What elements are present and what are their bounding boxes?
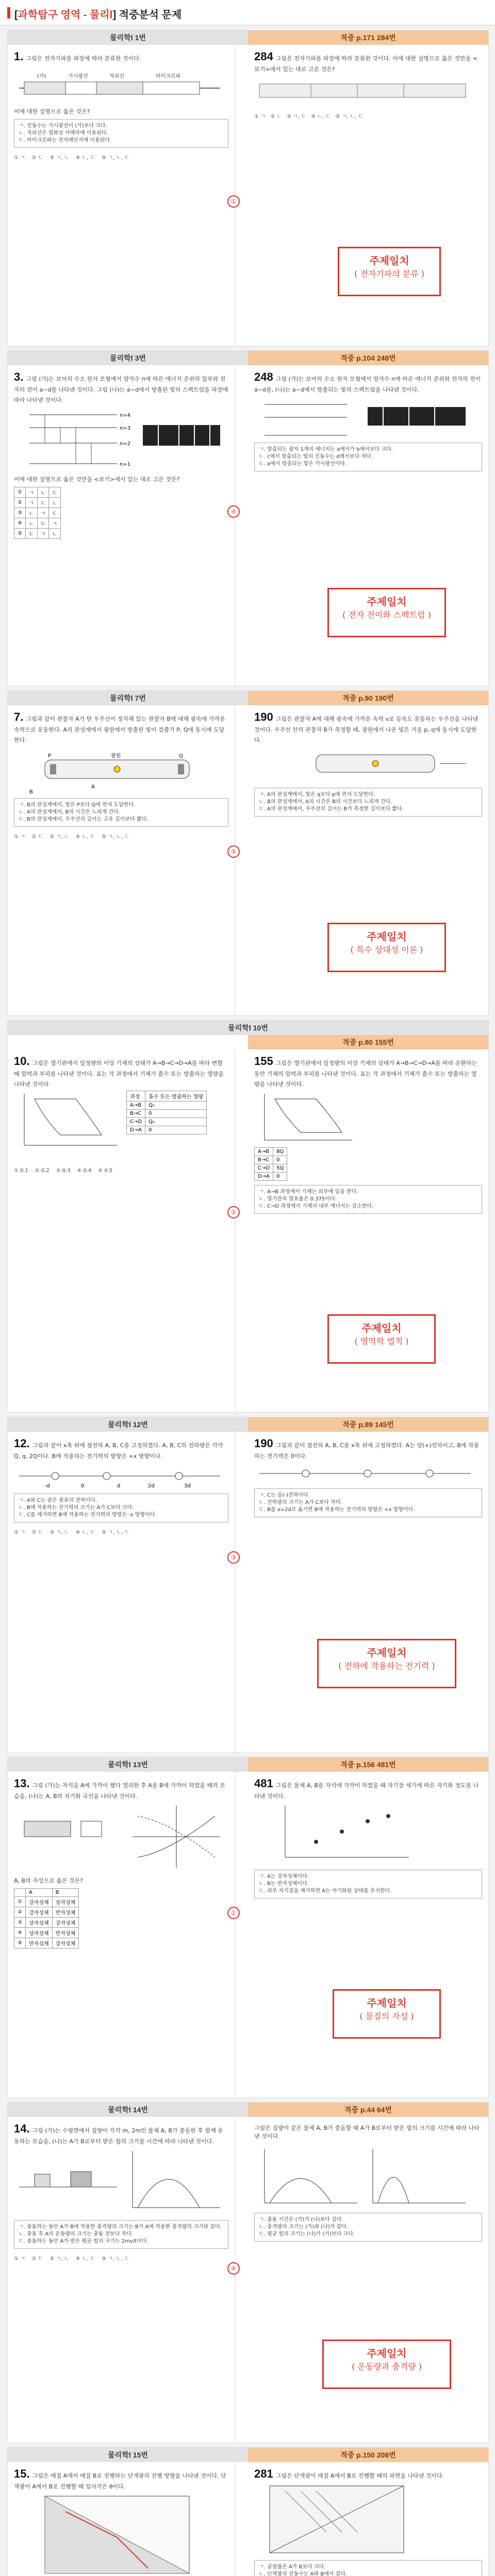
choice: ③ ㄱ, ㄴ [50, 155, 69, 161]
topic-match-stamp [327, 923, 446, 972]
options-box [254, 1488, 482, 1517]
workbook-question-number: 284 [254, 50, 273, 63]
level-label: n=3 [120, 426, 131, 431]
table-cell: Q₂ [145, 1118, 207, 1126]
option-item: ㄴ. 적외선은 열화상 카메라에 이용된다. [19, 130, 108, 136]
topic-match-stamp [338, 247, 441, 296]
option-item: ㄷ. a에서 방출되는 빛은 가시광선이다. [259, 461, 347, 467]
workbook-question-number: 281 [254, 2467, 273, 2480]
option-item: ㄴ. 충돌 후 A의 운동량의 크기는 충돌 전보다 작다. [19, 2231, 134, 2237]
answer-circle-mark: ① [227, 1907, 240, 1919]
option-item: ㄴ. 열기관의 열효율은 0.375이다. [259, 1196, 337, 1202]
option-item: ㄴ. 전하량의 크기는 A가 C보다 작다. [259, 1500, 342, 1505]
workbook-question-text: 그림은 관찰자 A에 대해 광속에 가까운 속력 v로 등속도 운동하는 우주선을 나타낸 것이다. 우주선 안의 관찰자 B가 측정할 때, 광원에서 나온 빛은 거울 p, q에 동시에 도달한다. [254, 716, 478, 743]
stamp-title: 주제일치 [369, 255, 409, 267]
workbook-question-column [248, 2462, 488, 2576]
topic-match-stamp [327, 588, 446, 637]
options-box [254, 2213, 482, 2242]
option-item: ㄷ. C→D 과정에서 기체의 내부 에너지는 감소한다. [259, 1204, 374, 1209]
options-box [254, 788, 482, 817]
stamp-title: 주제일치 [367, 1647, 407, 1659]
choice: ① 0.1 [14, 1168, 29, 1174]
exam-question-text: 그림은 매질 A에서 매질 B로 진행하는 단색광의 진행 방향을 나타낸 것이다. 단색광이 A에서 B로 진행할 때 입사각은 θ이다. [14, 2472, 226, 2490]
choice: ① ㄱ [14, 155, 25, 161]
topic-match-stamp [327, 1314, 436, 1364]
band-label: 마이크로파 [156, 74, 181, 79]
option-item: ㄱ. 충돌하는 동안 A가 B에 작용한 충격량의 크기는 B가 A에 작용한 충격량의 크기와 같다. [19, 2224, 222, 2230]
table-cell: B→C [255, 1156, 273, 1164]
workbook-question-column [248, 365, 488, 477]
answer-table: ① ㄱ ㄴ ㄷ ② ㄱ ㄷ ㄴ ③ ㄴ ㄱ ㄷ ④ ㄴ ㄷ ㄱ ⑤ ㄷ ㄱ ㄴ [14, 487, 61, 539]
section-left-head: 물리학Ⅰ 12번 [8, 1417, 248, 1432]
choice: ④ ㄴ, ㄷ [75, 1530, 95, 1535]
exam-question-number: 13. [14, 1777, 30, 1790]
options-box [14, 2220, 228, 2249]
answer-circle-mark: ④ [227, 505, 240, 518]
exam-question-ask: 이에 대한 설명으로 옳은 것은? [14, 108, 90, 115]
section-right-head: 적중 p.90 190번 [248, 691, 488, 705]
option-item: ㄱ. A는 강자성체이다. [259, 1874, 309, 1879]
answer-circle-mark: ② [227, 1206, 240, 1218]
workbook-question-text: 그림과 같이 점전하 A, B, C를 x축 위에 고정하였다. A는 양(+)전하이고, B에 작용하는 전기력은 0이다. [254, 1442, 480, 1460]
option-item: ㄷ. 외부 자기장을 제거하면 A는 자기화된 상태를 유지한다. [259, 1888, 392, 1894]
choice: ⑤ ㄱ, ㄴ, ㄷ [102, 2256, 129, 2262]
table-cell: D→A [255, 1173, 273, 1181]
stamp-topic: ( 전자 전이와 스펙트럼 ) [342, 610, 431, 620]
option-item: ㄱ. A의 관성계에서, 빛은 q보다 p에 먼저 도달한다. [259, 792, 375, 798]
exam-question-column [8, 2117, 235, 2267]
option-item: ㄷ. C를 제거하면 B에 작용하는 전기력의 방향은 -x 방향이다. [19, 1512, 157, 1518]
table-header: B [52, 1889, 79, 1897]
choice: ② ㄷ [31, 155, 43, 161]
option-item: ㄷ. A의 관성계에서, 우주선의 길이는 B가 측정한 길이보다 짧다. [259, 806, 404, 812]
section-left-head: 물리학Ⅰ 10번 [8, 1021, 488, 1035]
topic-match-stamp [322, 2340, 451, 2389]
exam-question-column [8, 705, 235, 845]
magnetization-figure [14, 1801, 225, 1873]
table-cell: C→D [127, 1118, 145, 1126]
choice: ⑤ 0.5 [98, 1168, 113, 1174]
workbook-question-text: 그림은 물체 A, B를 자석에 가까이 하였을 때 자기장 세기에 따른 자기화 정도를 나타낸 것이다. [254, 1782, 479, 1800]
stamp-topic: ( 열역학 법칙 ) [354, 1336, 409, 1346]
workbook-question-text: 그림 (가)는 보어의 수소 원자 모형에서 양자수 n에 따른 에너지 준위와 전자의 전이 a~d를, (나)는 a~d에서 방출되는 빛의 스펙트럼을 나타낸 것이다. [254, 376, 481, 393]
level-label: n=2 [120, 441, 131, 447]
page-title [14, 6, 182, 21]
option-item: ㄷ. 마이크로파는 전자레인지에 이용된다. [19, 138, 112, 143]
workbook-heat-table [254, 1147, 287, 1181]
stamp-topic: ( 운동량과 충격량 ) [352, 2362, 422, 2371]
topic-match-stamp [317, 1639, 456, 1688]
exam-question-number: 12. [14, 1437, 30, 1450]
table-cell: A→B [255, 1148, 273, 1156]
choice: ② ㄴ [270, 114, 282, 120]
option-item: ㄱ. 방출되는 광자 1개의 에너지는 a에서가 b에서보다 크다. [259, 447, 393, 452]
workbook-question-column [248, 1772, 488, 1904]
section-left-head: 물리학Ⅰ 3번 [8, 351, 248, 365]
option-item: ㄱ. 굴절률은 A가 B보다 크다. [259, 2564, 326, 2570]
table-header: A [25, 1889, 52, 1897]
table-cell: C→D [255, 1164, 273, 1173]
exam-question-number: 3. [14, 370, 24, 383]
choice: ③ ㄱ, ㄷ [286, 114, 306, 120]
exam-question-text: 그림 (가)는 수평면에서 질량이 각각 m, 2m인 물체 A, B가 충돌한 후 함께 운동하는 모습을, (나)는 A가 B로부터 받은 힘의 크기를 시간에 따라 나타낸 것이다. [14, 2127, 223, 2145]
section-left-head: 물리학Ⅰ 15번 [8, 2448, 248, 2462]
title-accent-bar [7, 7, 10, 19]
option-item: ㄴ. B의 관성계에서, A의 시간은 B의 시간보다 느리게 간다. [259, 799, 392, 805]
choice: ⑤ ㄱ, ㄴ, ㄷ [335, 114, 364, 120]
choice: ④ 0.4 [77, 1168, 92, 1174]
choice: ② ㄷ [31, 1530, 43, 1535]
section-right-head: 적중 p.171 284번 [248, 30, 488, 45]
fig-label: Q [179, 753, 183, 759]
table-cell: B→C [127, 1110, 145, 1118]
exam-question-column [8, 1432, 235, 1540]
choice: ④ ㄴ, ㄷ [75, 155, 95, 161]
option-item: ㄱ. B의 관성계에서, 빛은 P보다 Q에 먼저 도달한다. [19, 802, 136, 808]
section-q15 [7, 2447, 489, 2576]
charge-axis-figure [14, 1461, 225, 1492]
option-item: ㄱ. 진동수는 가시광선이 (가)보다 크다. [19, 123, 107, 129]
options-box [254, 1185, 482, 1214]
workbook-figure [254, 1801, 476, 1868]
exam-question-number: 14. [14, 2122, 30, 2135]
answer-table: A B ① 강자성체 상자성체 ② 강자성체 반자성체 ③ 상자성체 강자성체 ④ 상자성체 반자성체 ⑤ 반자성체 강자성체 [14, 1888, 79, 1948]
exam-question-column [8, 45, 235, 166]
workbook-question-number: 155 [254, 1055, 273, 1067]
refraction-figure [14, 2491, 225, 2576]
section-left-head: 물리학Ⅰ 13번 [8, 1757, 248, 1772]
workbook-question-column [248, 705, 488, 822]
workbook-question-text: 그림은 질량이 같은 물체 A, B가 충돌할 때 A가 B로부터 받은 힘의 크기를 시간에 따라 나타낸 것이다. [254, 2125, 480, 2140]
fig-label: B [29, 789, 33, 795]
choice: ① ㄱ [14, 834, 25, 840]
section-right-head: 적중 p.156 481번 [248, 1757, 488, 1772]
workbook-figure [254, 744, 476, 786]
exam-question-column [8, 365, 235, 544]
choice-row [14, 1168, 228, 1174]
table-cell: 0 [145, 1126, 207, 1134]
choice: ② ㄷ [31, 834, 43, 840]
spectrum-figure [14, 67, 225, 104]
title-accent: 과학탐구 영역 - 물리Ⅰ [18, 9, 113, 21]
stamp-topic: ( 전하에 작용하는 전기력 ) [338, 1661, 435, 1671]
exam-question-text: 그림은 전자기파를 파장에 따라 분류한 것이다. [26, 55, 141, 62]
stamp-title: 주제일치 [367, 596, 407, 608]
workbook-question-number: 248 [254, 370, 273, 383]
option-item: ㄱ. C는 음(-)전하이다. [259, 1493, 310, 1498]
choice-row [14, 1528, 228, 1535]
option-item: ㄴ. A의 관성계에서, B의 시간은 느리게 간다. [19, 809, 120, 815]
collision-figure [14, 2146, 225, 2218]
choice: ① ㄱ [14, 1530, 25, 1535]
option-item: ㄷ. B의 관성계에서, 우주선의 길이는 고유 길이보다 짧다. [19, 817, 148, 822]
section-q13 [7, 1757, 489, 2098]
choice: ③ 0.3 [56, 1168, 71, 1174]
option-item: ㄱ. A와 C는 같은 종류의 전하이다. [19, 1498, 97, 1503]
option-item: ㄷ. B를 x=2d로 옮기면 B에 작용하는 전기력의 방향은 +x 방향이다. [259, 1507, 415, 1513]
section-right-head: 적중 p.44 64번 [248, 2103, 488, 2117]
option-item: ㄴ. 충격량의 크기는 (가)와 (나)가 같다. [259, 2224, 349, 2230]
exam-question-ask: 이에 대한 설명으로 옳은 것만을 <보기>에서 있는 대로 고른 것은? [14, 476, 180, 483]
section-left-head: 물리학Ⅰ 14번 [8, 2103, 248, 2117]
choice: ② 0.2 [35, 1168, 50, 1174]
stamp-title: 주제일치 [367, 1997, 407, 2009]
workbook-question-column [248, 45, 488, 125]
workbook-question-text: 그림은 전자기파를 파장에 따라 분류한 것이다. 이에 대한 설명으로 옳은 것만을 <보기>에서 있는 대로 고른 것은? [254, 55, 478, 73]
table-cell: 8Q [273, 1148, 287, 1156]
title-bracket-close: ] [112, 9, 117, 21]
choice: ③ ㄱ, ㄴ [50, 2256, 69, 2262]
axis-tick: -d [45, 1483, 50, 1489]
exam-question-text: 그림과 같이 x축 위에 점전하 A, B, C를 고정하였다. A, B, C의 전하량은 각각 Q, q, 2Q이다. B에 작용하는 전기력의 방향은 +x 방향이다. [14, 1442, 223, 1460]
section-q10 [7, 1020, 489, 1413]
stamp-topic: ( 물질의 자성 ) [359, 2011, 414, 2021]
axis-tick: 2d [148, 1483, 155, 1489]
workbook-question-column [248, 2117, 488, 2247]
options-box [14, 798, 228, 827]
workbook-figure [254, 2144, 476, 2211]
section-q3 [7, 350, 489, 686]
choice: ③ ㄱ, ㄴ [50, 834, 69, 840]
workbook-choice-row [254, 112, 482, 120]
table-cell: 5Q [273, 1164, 287, 1173]
heat-table [126, 1091, 207, 1134]
table-header: 흡수 또는 방출하는 열량 [145, 1091, 207, 1101]
workbook-question-column [248, 1049, 488, 1219]
exam-question-text: 그림과 같이 관찰자 A가 탄 우주선이 정지해 있는 관찰자 B에 대해 광속에 가까운 속력으로 운동한다. A의 관성계에서 광원에서 방출된 빛이 검출기 P, Q에 동시에 도달한다. [14, 716, 225, 743]
workbook-question-column [248, 1432, 488, 1522]
table-cell: Q₁ [145, 1101, 207, 1110]
choice-row [14, 2254, 228, 2262]
table-cell: 0 [273, 1173, 287, 1181]
section-right-head: 적중 p.104 248번 [248, 351, 488, 365]
fig-label: 광원 [111, 753, 121, 759]
workbook-question-number: 190 [254, 710, 273, 723]
section-right-head: 적중 p.89 145번 [248, 1417, 488, 1432]
section-right-head: 적중 p.150 208번 [248, 2448, 488, 2462]
answer-circle-mark: ③ [227, 1551, 240, 1564]
choice: ⑤ ㄱ, ㄴ, ㄷ [102, 155, 129, 161]
title-rest: 적중분석 문제 [116, 9, 182, 21]
choice-row [14, 832, 228, 840]
options-box [14, 1494, 228, 1522]
choice: ③ ㄱ, ㄴ [50, 1530, 69, 1535]
section-q7 [7, 690, 489, 1016]
stamp-topic: ( 특수 상대성 이론 ) [350, 945, 423, 955]
workbook-question-text: 그림은 단색광이 매질 A에서 B로 진행할 때의 파면을 나타낸 것이다. [275, 2472, 444, 2479]
band-label: 가시광선 [68, 74, 88, 79]
section-left-head: 물리학Ⅰ 1번 [8, 30, 248, 45]
choice: ② ㄷ [31, 2256, 43, 2262]
fig-label: P [48, 753, 52, 759]
exam-question-text: 그림은 열기관에서 일정량의 이상 기체의 상태가 A→B→C→D→A를 따라 변할 때 압력과 부피를 나타낸 것이다. 표는 각 과정에서 기체가 흡수 또는 방출하는 열량을 나타낸 것이다. [14, 1060, 224, 1088]
answer-circle-mark: ⑤ [227, 845, 240, 858]
option-item: ㄷ. 충돌하는 동안 A가 받은 평균 힘의 크기는 2mv/t이다. [19, 2239, 148, 2244]
answer-circle-mark: ④ [227, 2262, 240, 2275]
workbook-question-text: 그림은 열기관에서 일정량의 이상 기체의 상태가 A→B→C→D→A를 따라 순환하는 동안 기체의 압력과 부피를 나타낸 것이다. 표는 각 과정에서 기체가 흡수 또는 방출하는 열량을 나타낸 것이다. [254, 1060, 477, 1088]
option-item: ㄴ. B에 작용하는 전기력의 크기는 A가 C보다 크다. [19, 1505, 134, 1511]
axis-tick: 0 [81, 1483, 85, 1489]
option-item: ㄴ. 단색광의 진동수는 A와 B에서 같다. [259, 2571, 348, 2576]
choice: ⑤ ㄱ, ㄴ, ㄷ [102, 834, 129, 840]
band-label: (가) [37, 74, 46, 79]
options-box [254, 443, 482, 471]
fig-label: A [91, 784, 95, 790]
workbook-figure [254, 394, 476, 440]
band-label: 적외선 [109, 74, 124, 79]
answer-circle-mark: ① [227, 195, 240, 208]
choice: ① ㄱ [14, 2256, 25, 2262]
table-cell: 0 [273, 1156, 287, 1164]
workbook-figure [254, 1089, 476, 1145]
choice: ⑤ ㄱ, ㄴ, ㄷ [102, 1530, 129, 1535]
exam-question-text: 그림 (가)는 자석을 A에 가까이 했다 멀리한 후 A를 B에 가까이 하였을 때의 모습을, (나)는 A, B의 자기화 곡선을 나타낸 것이다. [14, 1782, 225, 1800]
topic-match-stamp [333, 1989, 441, 2039]
page-title-bar [0, 0, 495, 26]
option-item: ㄷ. 평균 힘의 크기는 (나)가 (가)보다 크다. [259, 2231, 355, 2237]
level-label: n=1 [120, 462, 131, 467]
option-item: ㄱ. 충돌 시간은 (가)가 (나)보다 길다. [259, 2217, 343, 2223]
choice: ① ㄱ [254, 114, 266, 120]
workbook-figure [254, 74, 476, 110]
stamp-title: 주제일치 [367, 2347, 407, 2360]
workbook-figure [254, 2481, 476, 2558]
exam-question-number: 1. [14, 50, 24, 63]
exam-question-number: 10. [14, 1055, 30, 1067]
workbook-question-number: 190 [254, 1437, 273, 1450]
option-item: ㄴ. B는 반자성체이다. [259, 1881, 309, 1887]
option-item: ㄱ. A→B 과정에서 기체는 외부에 일을 한다. [259, 1189, 358, 1195]
exam-question-text: 그림 (가)는 보어의 수소 원자 모형에서 양자수 n에 따른 에너지 준위의 일부와 전자의 전이 a~d를 나타낸 것이다. 그림 (나)는 a~d에서 방출된 빛의 스펙트럼을 파장에 따라 나타낸 것이다. [14, 376, 228, 403]
workbook-figure [254, 1461, 476, 1486]
title-bracket-open: [ [14, 9, 18, 21]
choice-row [14, 153, 228, 161]
exam-question-number: 7. [14, 710, 24, 723]
table-cell: A→B [127, 1101, 145, 1110]
choice: ④ ㄴ, ㄷ [311, 114, 331, 120]
section-q12 [7, 1417, 489, 1753]
workbook-question-number: 481 [254, 1777, 273, 1790]
choice: ④ ㄴ, ㄷ [75, 834, 95, 840]
stamp-topic: ( 전자기파의 분류 ) [354, 269, 424, 279]
choice: ④ ㄴ, ㄷ [75, 2256, 95, 2262]
spaceship-figure [14, 744, 225, 796]
section-q14 [7, 2102, 489, 2443]
exam-question-column [8, 1772, 235, 1954]
section-q1 [7, 30, 489, 346]
options-box [254, 1870, 482, 1899]
exam-question-ask: A, B의 자성으로 옳은 것은? [14, 1877, 84, 1884]
section-right-head: 적중 p.80 155번 [248, 1035, 488, 1049]
stamp-title: 주제일치 [367, 930, 407, 943]
table-cell: D→A [127, 1126, 145, 1134]
level-label: n=4 [120, 413, 131, 418]
exam-question-column [8, 1049, 235, 1179]
stamp-title: 주제일치 [361, 1322, 402, 1334]
exam-question-column [8, 2462, 235, 2576]
energy-level-figure [14, 404, 225, 471]
options-box [254, 2560, 482, 2576]
table-cell: 0 [145, 1110, 207, 1118]
axis-tick: d [117, 1483, 121, 1489]
exam-question-number: 15. [14, 2467, 30, 2480]
options-box [14, 119, 228, 148]
table-header: 과정 [127, 1091, 145, 1101]
axis-tick: 3d [184, 1483, 191, 1489]
option-item: ㄴ. c에서 방출되는 빛의 진동수는 d에서보다 작다. [259, 454, 373, 460]
section-left-head: 물리학Ⅰ 7번 [8, 691, 248, 705]
